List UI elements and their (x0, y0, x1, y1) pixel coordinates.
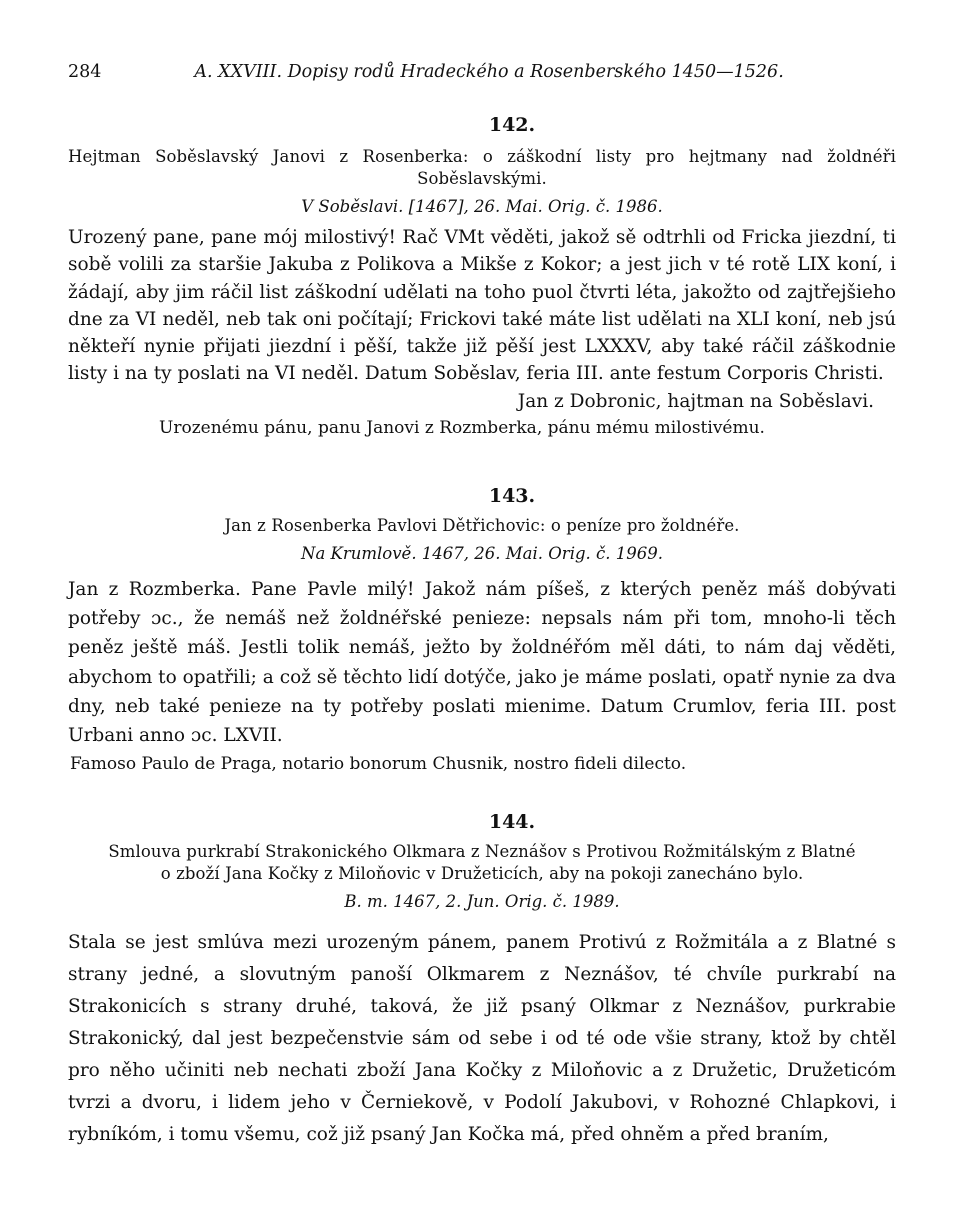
document-142 (68, 114, 896, 441)
page (68, 62, 896, 1151)
document-date: Na Krumlově. 1467, 26. Mai. Orig. č. 1969. (301, 543, 663, 563)
document-date: V Soběslavi. [1467], 26. Mai. Orig. č. 1986. (301, 197, 663, 216)
summary-line: Soběslavskými. (417, 169, 547, 188)
document-date: B. m. 1467, 2. Jun. Orig. č. 1989. (344, 891, 620, 911)
document-number: 144. (488, 810, 536, 833)
document-body: Urozený pane, pane mój milostivý! Rač VMt věděti, jakož sě odtrhli od Fricka jiezdní, ti sobě volili za staršie Jakuba z Polikova a Mikše z Kokor; a jest jich v té rotě LIX koní, i žádají, aby jim ráčil list záškodní udělati na toho puol čtvrti léta, jakožto od zajtřejšieho dne za VI neděl, neb tak oni počítají; Frickovi také máte list udělati na XLI koní, neb jsú někteří nynie přijati jiezdní i pěší, takže již pěší jest LXXXV, aby také ráčil záškodnie listy i na ty poslati na VI neděl. Datum Soběslav, feria III. ante festum Corporis Christi. (68, 227, 896, 385)
document-body: Jan z Rozmberka. Pane Pavle milý! Jakož nám píšeš, z kterých peněz máš dobývati potřeby ɔc., že nemáš než žoldnéřské penieze: nepsals nám při tom, mnoho-li těch peněz ještě máš. Jestli tolik nemáš, ježto by žoldnéřóm měl dáti, to nám daj věděti, abychom to opatřili; a což sě těchto lidí dotýče, jako je máme poslati, opatř nynie za dva dny, neb také penieze na ty potřeby poslati mienime. Datum Crumlov, feria III. post Urbani anno ɔc. LXVII. (68, 578, 896, 747)
signature: Jan z Dobronic, hajtman na Soběslavi. (517, 390, 874, 412)
document-143 (68, 485, 896, 777)
address-line: Urozenému pánu, panu Janovi z Rozmberka, pánu mému milostivému. (159, 417, 765, 438)
page-number: 284 (68, 62, 102, 82)
document-number: 142. (488, 114, 536, 136)
document-summary (68, 146, 896, 190)
document-144 (68, 811, 896, 1151)
summary-line: o zboží Jana Kočky z Miloňovic v Družeticích, aby na pokoji zanecháno bylo. (160, 863, 804, 883)
document-summary: Jan z Rosenberka Pavlovi Dětřichovic: o peníze pro žoldnéře. (224, 515, 740, 535)
summary-line: Smlouva purkrabí Strakonického Olkmara z Neznášov s Protivou Rožmitálským z Blatné (108, 841, 856, 861)
document-summary (68, 841, 896, 885)
summary-line: Hejtman Soběslavský Janovi z Rosenberka: o záškodní listy pro hejtmany nad žoldnéři (68, 147, 896, 166)
running-header (68, 62, 896, 88)
address-line: Famoso Paulo de Praga, notario bonorum Chusnik, nostro fideli dilecto. (70, 753, 687, 774)
running-title: A. XXVIII. Dopisy rodů Hradeckého a Rosenberského 1450—1526. (194, 62, 784, 82)
document-number: 143. (488, 484, 536, 507)
document-body: Stala se jest smlúva mezi urozeným pánem, panem Protivú z Rožmitála a z Blatné s strany jedné, a slovutným panoší Olkmarem z Neznášov, té chvíle purkrabí na Strakonicích s strany druhé, taková, že již psaný Olkmar z Neznášov, purkrabie Strakonický, dal jest bezpečenstvie sám od sebe i od té ode všie strany, ktož by chtěl pro něho učiniti neb nechati zboží Jana Kočky z Miloňovic a z Družetic, Družeticóm tvrzi a dvoru, i lidem jeho v Černiekově, v Podolí Jakubovi, v Rohozné Chlapkovi, i rybníkóm, i tomu všemu, což již psaný Jan Kočka má, před ohněm a před braním, (68, 931, 896, 1145)
